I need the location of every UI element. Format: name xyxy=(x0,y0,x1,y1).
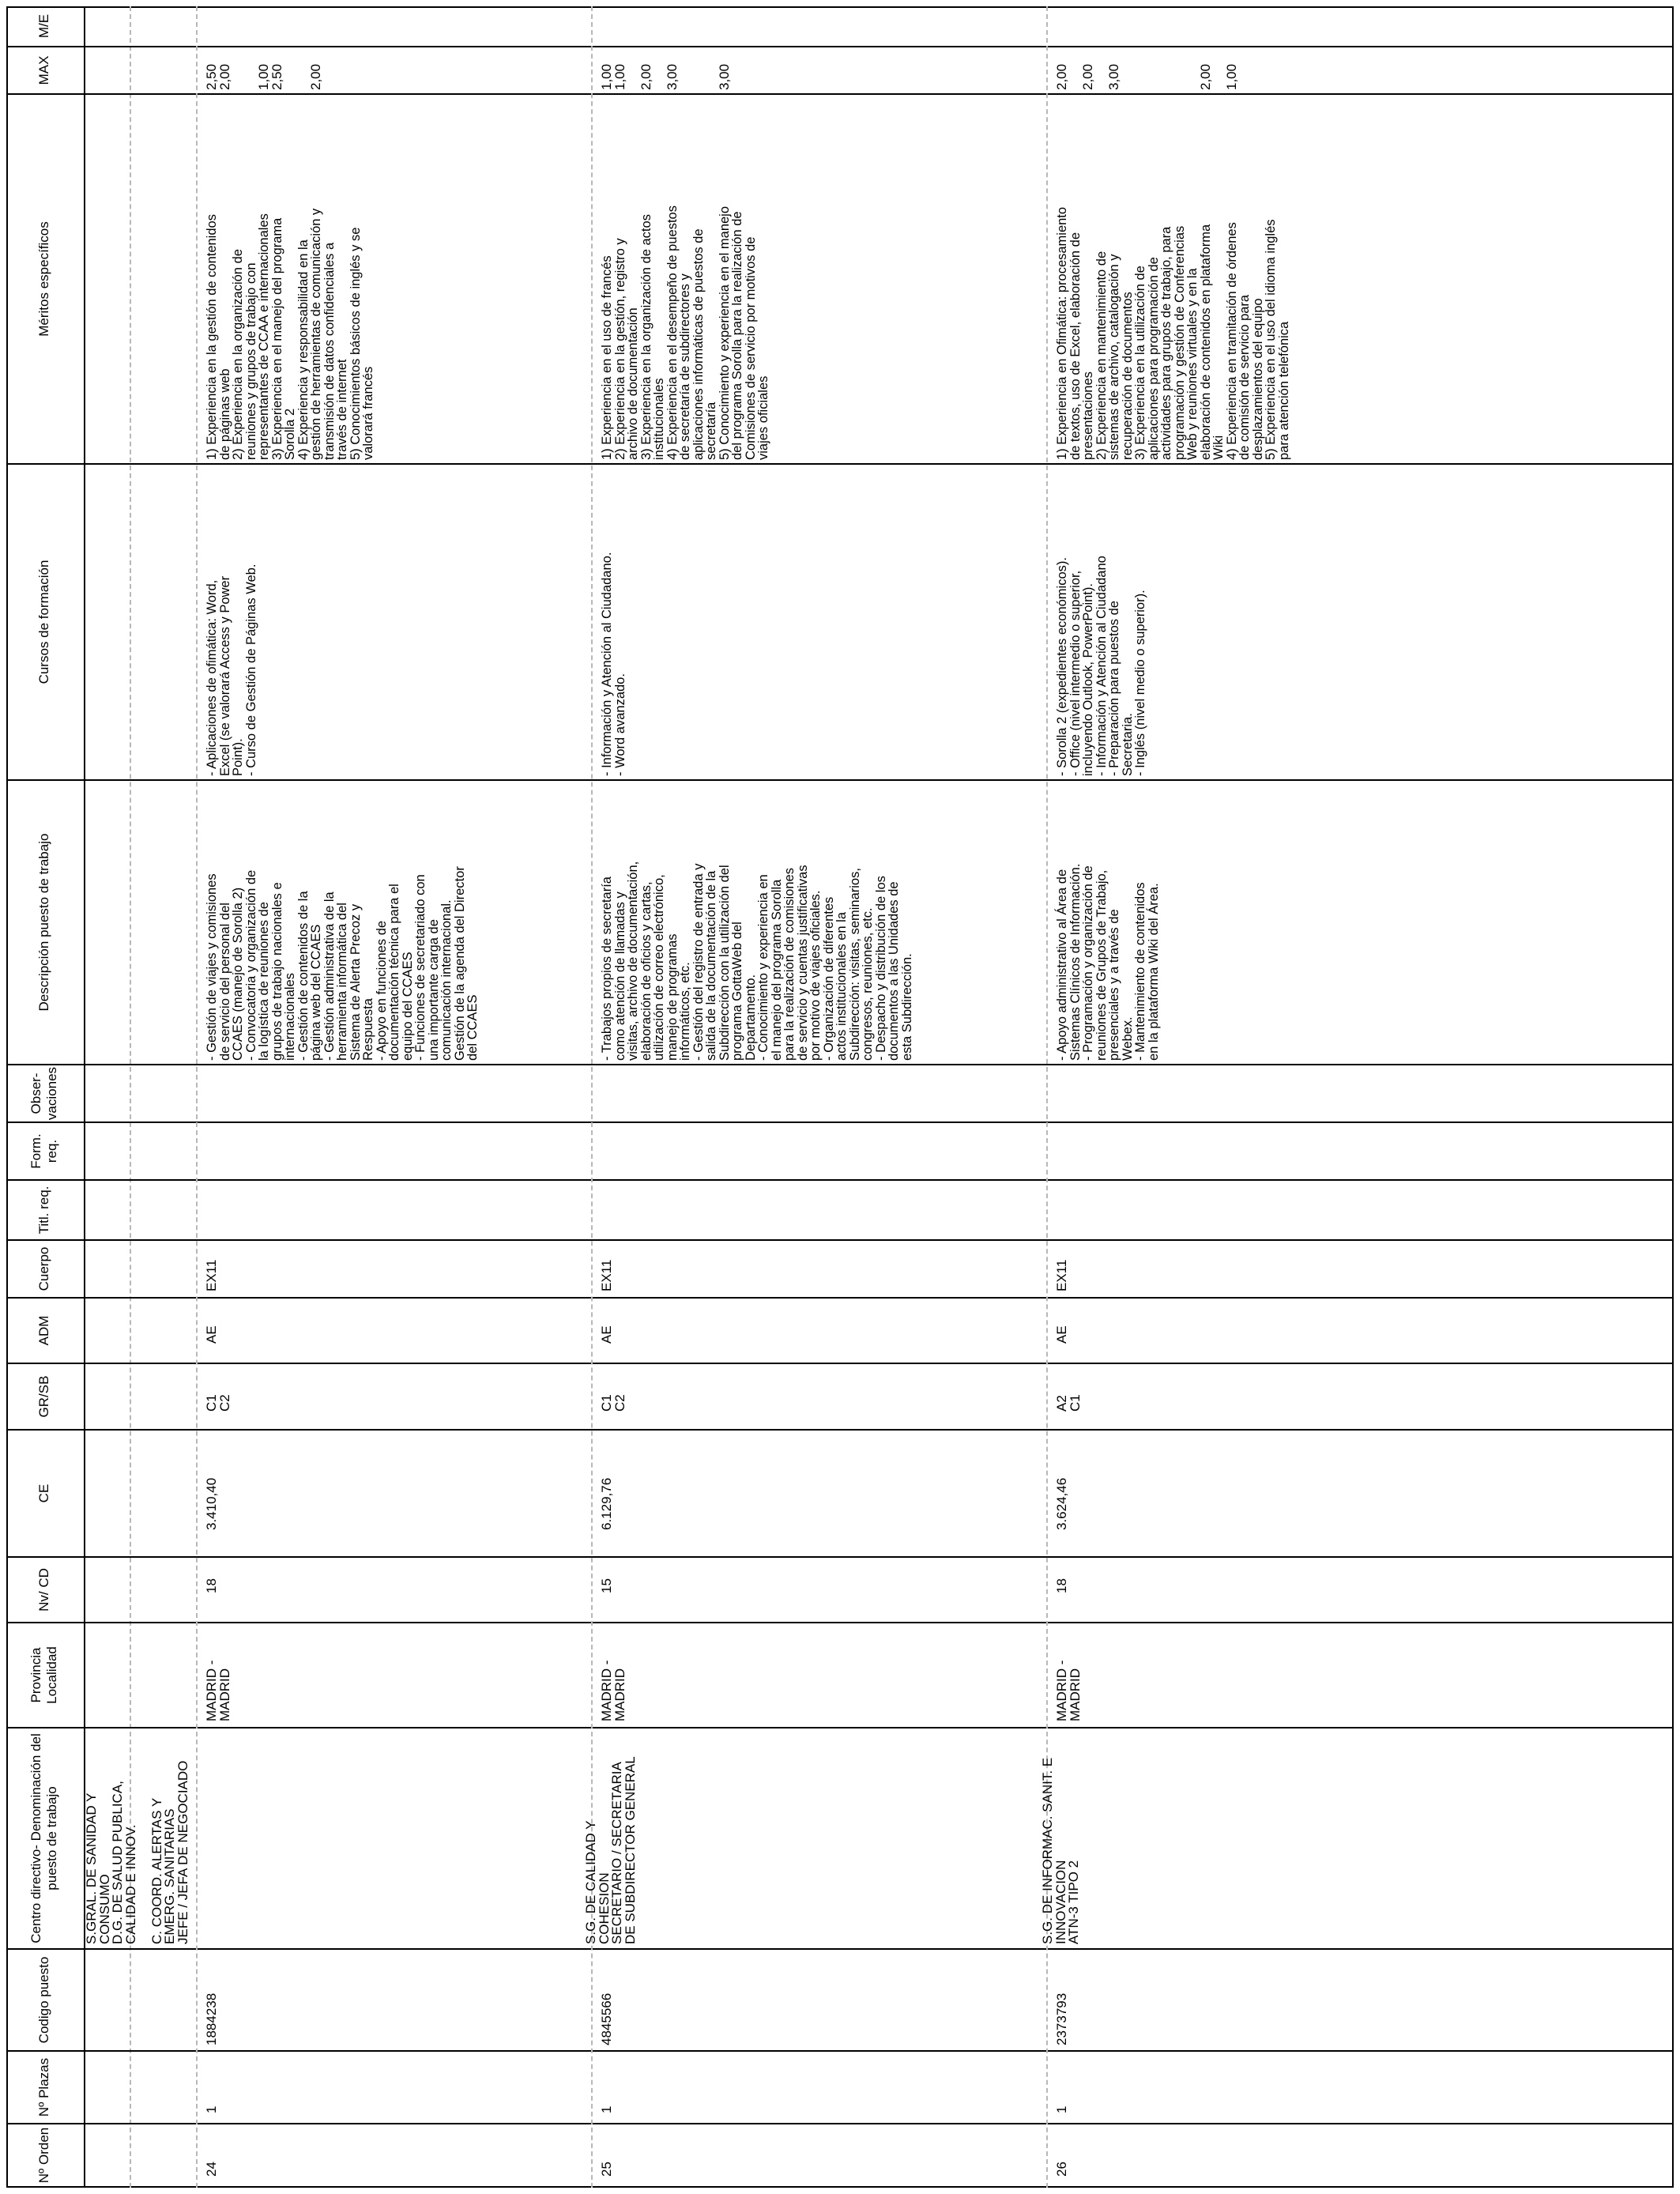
row-26-centro: S.G. DE INFORMAC. SANIT. E INNOVACION ATN-3 TIPO 2 xyxy=(1040,1757,1081,1944)
row-24-orden: 24 xyxy=(204,2162,219,2177)
header-orden: Nº Orden xyxy=(36,2127,51,2184)
row-separator xyxy=(196,6,198,2188)
col-divider xyxy=(6,1727,1674,1728)
col-divider xyxy=(6,1064,1674,1065)
row-25-provincia: MADRID - MADRID xyxy=(599,1660,627,1721)
row-25-meritos: 1) Experiencia en el uso de francés 2) Experiencia en la gestión, registro y archivo de documentación 3) Experiencia en la organización de actos institucionales 4) Experiencia en el desempeño de puestos de secretaría de subdirectores y aplicaciones informáticas de puestos de secretaría 5) Conocimiento y experiencia en el manejo del programa Sorolla para la realización de Comisiones de servicio por motivos de viajes oficiales xyxy=(600,205,770,460)
row-26-orden: 26 xyxy=(1054,2162,1069,2177)
row-25-cuerpo: EX11 xyxy=(599,1259,614,1291)
row-24-provincia: MADRID - MADRID xyxy=(204,1660,232,1721)
row-25-plazas: 1 xyxy=(599,2105,614,2113)
row-24-max: 2,50 2,00 1,00 2,50 2,00 xyxy=(204,63,323,90)
col-divider xyxy=(6,2123,1674,2124)
row-26-cursos: - Sorolla 2 (expedientes económicos). - Office (nivel intermedio o superior, incluyendo Outlook, PowerPoint). - Información y Atención al Ciudadano - Preparación para puestos de Secretaria. - Inglés (nivel medio o superior). xyxy=(1055,556,1147,776)
row-24-adm: AE xyxy=(204,1325,219,1344)
header-provincia: Provincia Localidad xyxy=(28,1646,59,1704)
col-divider xyxy=(6,1122,1674,1123)
row-26-nivel: 18 xyxy=(1054,1578,1069,1593)
header-cuerpo: Cuerpo xyxy=(36,1246,51,1291)
row-25-max: 1,00 1,00 2,00 3,00 3,00 xyxy=(599,63,732,90)
header-meritos: Méritos específicos xyxy=(36,221,51,337)
header-me: M/E xyxy=(36,13,51,39)
row-25-ce: 6.129,76 xyxy=(599,1477,614,1530)
row-25-cursos: - Información y Atención al Ciudadano. - Word avanzado. xyxy=(600,552,627,776)
header-ce: CE xyxy=(36,1483,51,1503)
col-divider xyxy=(6,1948,1674,1950)
header-descripcion: Descripción puesto de trabajo xyxy=(36,833,51,1012)
row-26-provincia: MADRID - MADRID xyxy=(1054,1660,1083,1721)
header-grupo: GR/SB xyxy=(36,1375,51,1418)
row-24-nivel: 18 xyxy=(204,1578,219,1593)
col-divider xyxy=(6,93,1674,95)
row-25-adm: AE xyxy=(599,1325,614,1344)
row-26-descripcion: - Apoyo administrativo al Área de Sistemas Clínicos de Información. - Programación y organización de reuniones de Grupos de Trabajo, presenciales y a través de Webex. - Mantenimiento de contenidos en la plataforma Wiki del Área. xyxy=(1055,863,1161,1061)
col-divider xyxy=(6,1429,1674,1431)
row-24-grupo: C1 C2 xyxy=(204,1394,232,1412)
row-24-cursos: - Aplicaciones de ofimática: Word, Excel (se valorará Access y Power Point). - Curso de Gestión de Páginas Web. xyxy=(205,564,258,776)
table-border-right xyxy=(6,6,1674,8)
row-25-centro: S.G. DE CALIDAD Y COHESION SECRETARIO / SECRETARIA DE SUBDIRECTOR GENERAL xyxy=(583,1756,638,1944)
col-divider xyxy=(6,1179,1674,1181)
row-24-cuerpo: EX11 xyxy=(204,1259,219,1291)
col-divider xyxy=(6,1622,1674,1623)
row-25-codigo: 4845566 xyxy=(599,1992,614,2045)
row-26-adm: AE xyxy=(1054,1325,1069,1344)
table-border-bottom xyxy=(1672,6,1674,2188)
col-divider xyxy=(6,1363,1674,1364)
header-codigo: Codigo puesto xyxy=(36,1956,51,2044)
row-26-max: 2,00 2,00 3,00 2,00 1,00 xyxy=(1054,63,1239,90)
row-24-meritos: 1) Experiencia en la gestión de contenidos de páginas web 2) Experiencia en la organización de reuniones y grupos de trabajo con representantes de CCAA e internacionales 3) Experiencia en el manejo del programa Sorolla 2 4) Experiencia y responsabilidad en la gestión de herramientas de comunicación y transmisión de datos confidenciales a través de internet 5) Conocimientos básicos de inglés y se valorará francés xyxy=(205,208,375,460)
row-24-codigo: 1884238 xyxy=(204,1992,219,2045)
row-26-meritos: 1) Experiencia en Ofimática: procesamiento de textos, uso de Excel, elaboración de presentaciones 2) Experiencia en mantenimiento de sistemas de archivo, catalogación y recuperación de documentos 3) Experiencia en la utilización de aplicaciones para programación de actividades para grupos de trabajo, para programación y gestión de Conferencias Web y reuniones virtuales y en la elaboración de contenidos en plataforma Wiki 4) Experiencia en tramitación de órdenes de comisión de servicio para desplazamientos del equipo 5) Experiencia en el uso del idioma inglés para atención telefónica xyxy=(1055,206,1291,460)
table-border-left xyxy=(6,2186,1674,2188)
header-cursos: Cursos de formación xyxy=(36,560,51,684)
row-26-plazas: 1 xyxy=(1054,2105,1069,2113)
header-adm: ADM xyxy=(36,1315,51,1346)
row-26-grupo: A2 C1 xyxy=(1054,1394,1083,1412)
row-26-ce: 3.624,46 xyxy=(1054,1477,1069,1530)
header-plazas: Nº Plazas xyxy=(36,2057,51,2117)
col-divider xyxy=(6,1556,1674,1558)
col-divider xyxy=(6,1239,1674,1241)
row-25-grupo: C1 C2 xyxy=(599,1394,627,1412)
row-24-descripcion: - Gestión de viajes y comisiones de servicio del personal del CCAES (manejo de Sorolla 2) - Convocatoria y organización de la logística de reuniones de grupos de trabajo nacionales e internacionales - Gestión de contenidos de la página web del CCAES - Gestión administrativa de la herramienta informática del Sistema de Alerta Precoz y Respuesta - Apoyo en funciones de documentación técnica para el equipo del CCAES - Funciones de secretariado con una importante carga de comunicación internacional. Gestión de la agenda del Director del CCAES xyxy=(205,866,480,1061)
header-formacion: Form. req. xyxy=(28,1133,59,1169)
header-titulacion: Titl. req. xyxy=(36,1186,51,1235)
col-divider xyxy=(6,1297,1674,1299)
row-25-nivel: 15 xyxy=(599,1578,614,1593)
col-divider xyxy=(6,2050,1674,2052)
col-divider xyxy=(6,46,1674,47)
col-divider xyxy=(6,463,1674,465)
header-nivel: Nv/ CD xyxy=(36,1568,51,1612)
row-25-descripcion: - Trabajos propios de secretaría como atención de llamadas y visitas, archivo de documentación, elaboración de oficios y cartas, utilización de correo electrónico, manejo de programas informáticos, etc. - Gestión del registro de entrada y salida de la documentación de la Subdirección con la utilización del programa GottaWeb del Departamento. - Conocimiento y experiencia en el manejo del programa Sorolla para la realización de comisiones de servicio y cuentas justificativas por motivo de viajes oficiales. - Organización de diferentes actos institucionales en la Subdirección: visitas, seminarios, congresos, reuniones, etc. - Despacho y distribución de los documentos a las Unidades de esta Subdirección. xyxy=(600,861,914,1061)
header-max: MAX xyxy=(36,55,51,85)
row-24-centro: S.GRAL. DE SANIDAD Y CONSUMO D.G. DE SALUD PUBLICA, CALIDAD E INNOV. C. COORD. ALERTAS Y EMERG. SANITARIAS JEFE / JEFA DE NEGOCIADO xyxy=(84,1760,190,1944)
row-24-plazas: 1 xyxy=(204,2105,219,2113)
row-25-orden: 25 xyxy=(599,2162,614,2177)
row-26-codigo: 2373793 xyxy=(1054,1992,1069,2045)
header-observaciones: Obser- vaciones xyxy=(28,1066,59,1121)
row-26-cuerpo: EX11 xyxy=(1054,1259,1069,1291)
header-centro: Centro directivo- Denominación del puesto de trabajo xyxy=(28,1733,59,1943)
row-24-ce: 3.410,40 xyxy=(204,1477,219,1530)
col-divider xyxy=(6,779,1674,781)
